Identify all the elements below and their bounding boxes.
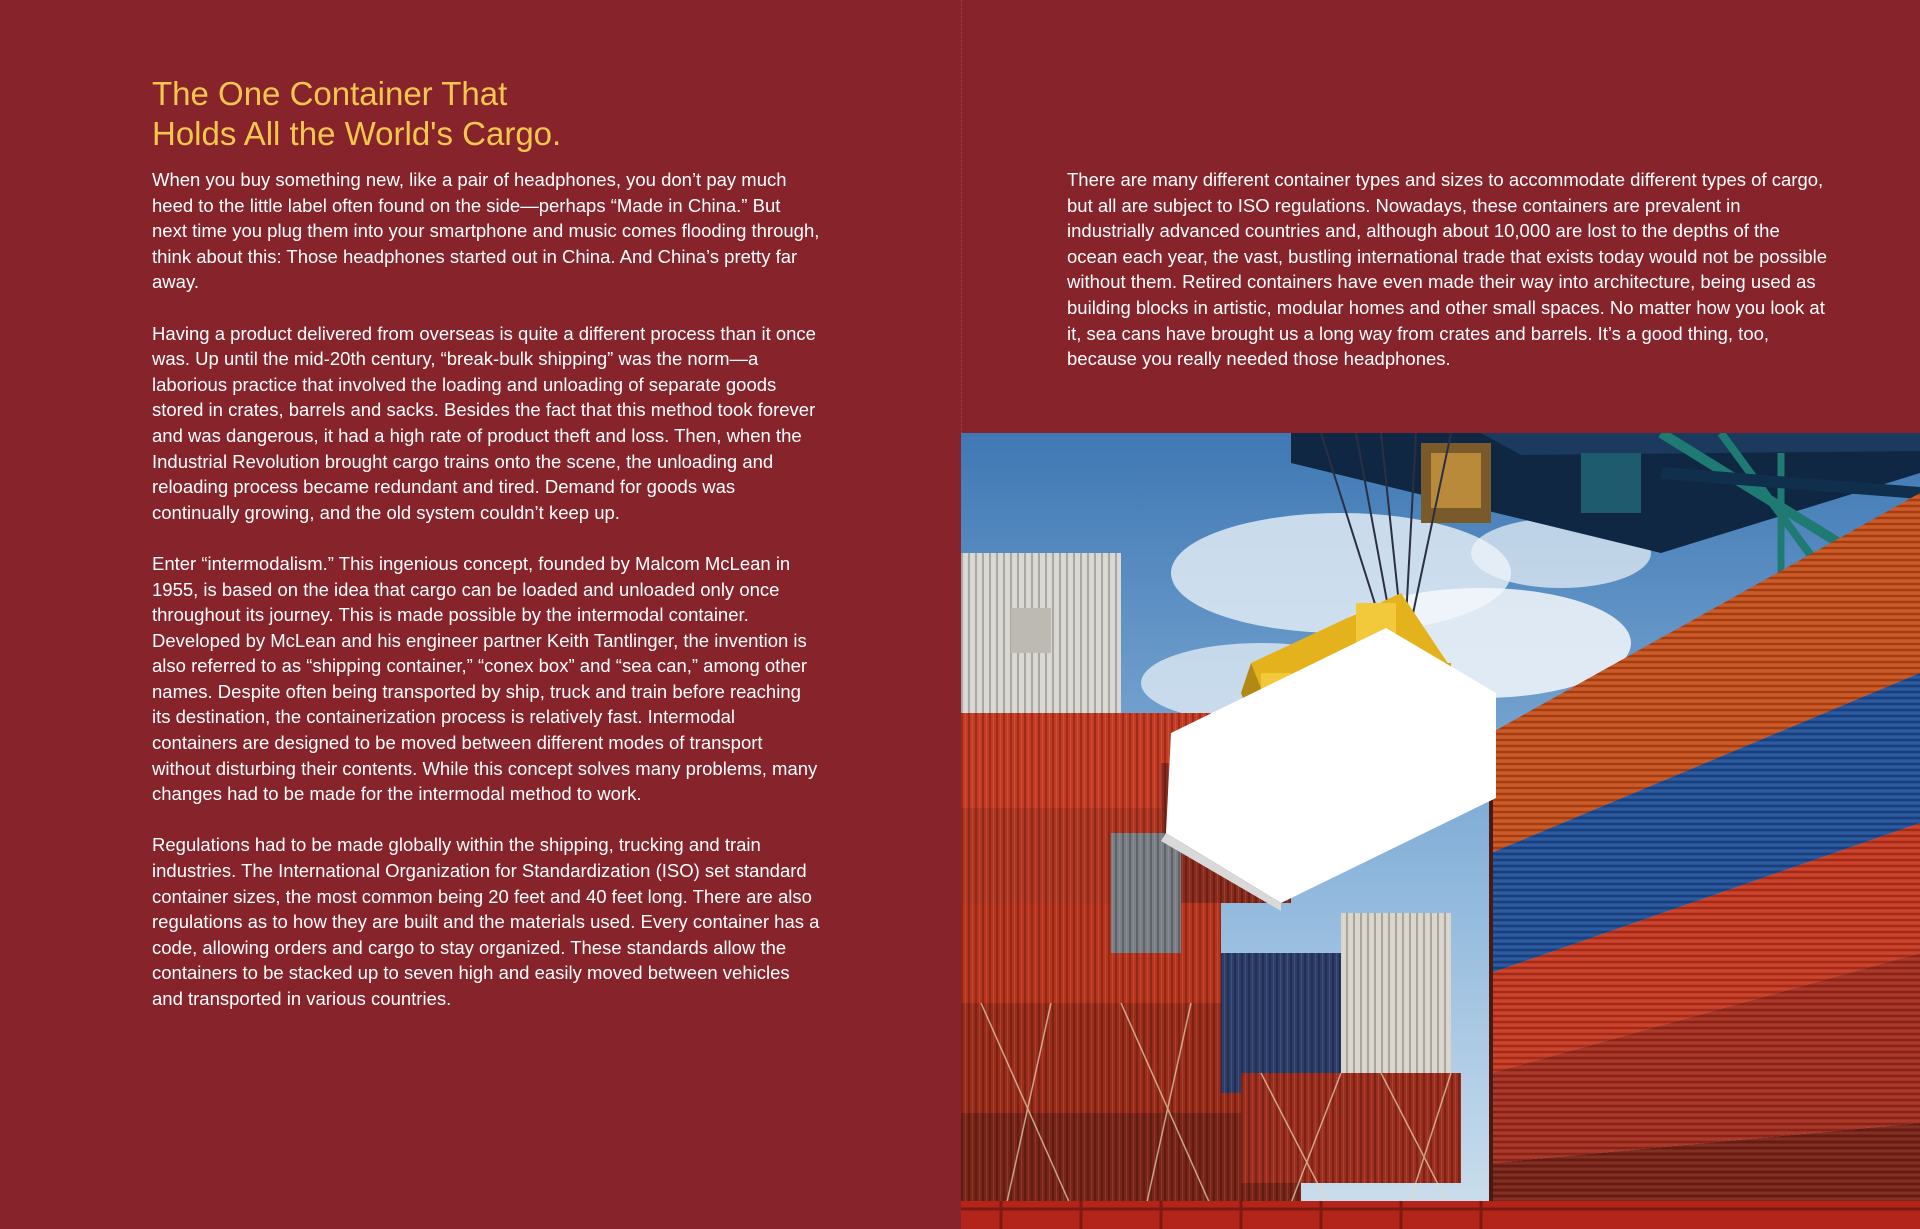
right-text-column bbox=[1067, 167, 1827, 397]
body-paragraph-2: Having a product delivered from overseas is quite a different process than it once was. Up until the mid-20th century, “break-bulk shipping” was the norm—a laborious practice that involved the loading and unloading of separate goods stored in crates, barrels and sacks. Besides the fact that this method took forever and was dangerous, it had a high rate of product theft and loss. Then, when the Industrial Revolution brought cargo trains onto the scene, the unloading and reloading process became redundant and tired. Demand for goods was continually growing, and the old system couldn’t keep up. bbox=[152, 322, 816, 523]
article-title-line-2: Holds All the World's Cargo. bbox=[152, 115, 562, 152]
container-port-illustration bbox=[961, 433, 1920, 1229]
article-title-line-1: The One Container That bbox=[152, 75, 508, 112]
body-paragraph-1: When you buy something new, like a pair of headphones, you don’t pay much heed to the little label often found on the side—perhaps “Made in China.” But next time you plug them into your smartphone and music comes flooding through, think about this: Those headphones started out in China. And China’s pretty far away. bbox=[152, 169, 820, 293]
container-port-photo bbox=[961, 433, 1920, 1229]
body-paragraph-5: There are many different container types and sizes to accommodate different types of cargo, but all are subject to ISO regulations. Nowadays, these containers are prevalent in industrially advanced countries and, although about 10,000 are lost to the depths of the ocean each year, the vast, bustling international trade that exists today would not be possible without them. Retired containers have even made their way into architecture, being used as building blocks in artistic, modular homes and other small spaces. No matter how you look at it, sea cans have brought us a long way from crates and barrels. It’s a good thing, too, because you really needed those headphones. bbox=[1067, 169, 1828, 370]
body-paragraph-3: Enter “intermodalism.” This ingenious concept, founded by Malcom McLean in 1955, is based on the idea that cargo can be loaded and unloaded only once throughout its journey. This is made possible by the intermodal container. Developed by McLean and his engineer partner Keith Tantlinger, the invention is also referred to as “shipping container,” “conex box” and “sea can,” among other names. Despite often being transported by ship, truck and train before reaching its destination, the containerization process is relatively fast. Intermodal containers are designed to be moved between different modes of transport without disturbing their contents. While this concept solves many problems, many changes had to be made for the intermodal method to work. bbox=[152, 552, 818, 805]
left-text-column bbox=[152, 167, 820, 1037]
body-paragraph-4: Regulations had to be made globally within the shipping, trucking and train industries. The International Organization for Standardization (ISO) set standard container sizes, the most common being 20 feet and 40 feet long. There are also regulations as to how they are built and the materials used. Every container has a code, allowing orders and cargo to stay organized. These standards allow the containers to be stacked up to seven high and easily moved between vehicles and transported in various countries. bbox=[152, 834, 820, 1009]
article-title bbox=[152, 74, 872, 154]
